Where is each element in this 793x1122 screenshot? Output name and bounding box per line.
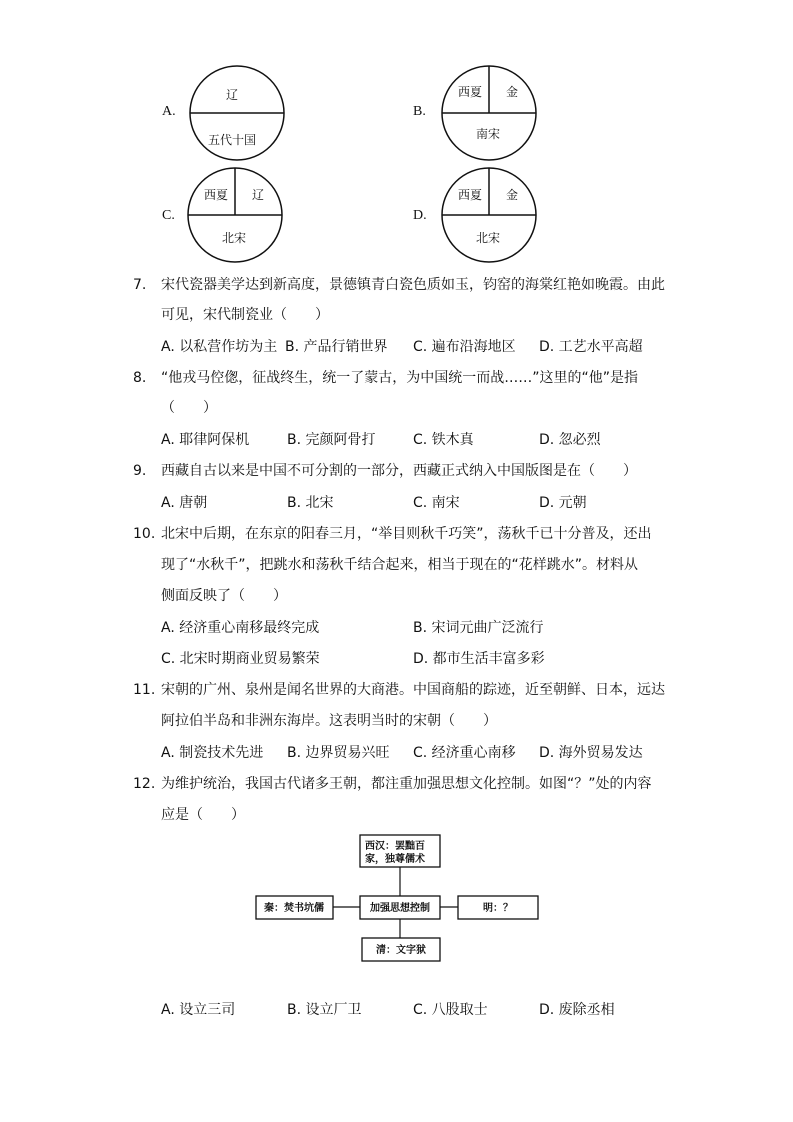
region-label: 北宋 (222, 231, 247, 245)
circle-diagram (440, 166, 538, 264)
region-label: 西夏 (458, 188, 483, 202)
answer-option-c[interactable]: C. 铁木真 (413, 432, 474, 448)
region-label: 南宋 (476, 127, 501, 141)
option-letter: D. (413, 208, 427, 223)
answer-option-d[interactable]: D. 工艺水平高超 (539, 339, 643, 355)
answer-option-d[interactable]: D. 海外贸易发达 (539, 745, 643, 761)
region-label: 北宋 (476, 231, 501, 245)
diagram-label: 西汉：罢黜百 (365, 841, 425, 852)
question-number: 12. (133, 776, 156, 792)
answer-option-b[interactable]: B. 北宋 (287, 495, 334, 511)
question-stem: 侧面反映了（ ） (161, 588, 287, 604)
answer-option-a[interactable]: A. 唐朝 (161, 495, 208, 511)
question-stem: 现了“水秋千”，把跳水和荡秋千结合起来，相当于现在的“花样跳水”。材料从 (161, 557, 639, 573)
answer-option-b[interactable]: B. 设立厂卫 (287, 1002, 362, 1018)
region-label: 西夏 (204, 188, 229, 202)
region-label: 西夏 (458, 85, 483, 99)
answer-option-a[interactable]: A. 制瓷技术先进 (161, 745, 264, 761)
diagram-label: 秦：焚书坑儒 (264, 903, 324, 914)
answer-option-a[interactable]: A. 经济重心南移最终完成 (161, 620, 320, 636)
answer-option-c[interactable]: C. 经济重心南移 (413, 745, 516, 761)
region-label: 辽 (252, 188, 265, 202)
diagram-label: 加强思想控制 (370, 903, 430, 914)
question-stem: “他戎马倥偬，征战终生，统一了蒙古，为中国统一而战……”这里的“他”是指 (161, 370, 639, 386)
diagram-label: 清：文字狱 (376, 945, 426, 956)
question-stem: 北宋中后期，在东京的阳春三月，“举目则秋千巧笑”，荡秋千已十分普及，还出 (161, 526, 652, 542)
question-number: 10. (133, 526, 156, 542)
answer-option-d[interactable]: D. 忽必烈 (539, 432, 601, 448)
question-stem: 应是（ ） (161, 807, 245, 823)
circle-diagram (440, 64, 538, 162)
question-number: 9. (133, 463, 147, 479)
answer-option-b[interactable]: B. 产品行销世界 (285, 339, 388, 355)
circle-diagram (186, 166, 284, 264)
question-number: 7. (133, 277, 147, 293)
question-stem: 宋代瓷器美学达到新高度，景德镇青白瓷色质如玉，钧窑的海棠红艳如晚霞。由此 (161, 277, 665, 293)
answer-option-b[interactable]: B. 宋词元曲广泛流行 (413, 620, 544, 636)
region-label: 金 (506, 85, 519, 99)
answer-option-d[interactable]: D. 元朝 (539, 495, 587, 511)
question-number: 11. (133, 682, 156, 698)
option-letter: C. (162, 208, 175, 223)
answer-option-d[interactable]: D. 都市生活丰富多彩 (413, 651, 545, 667)
question-stem: （ ） (161, 400, 217, 416)
answer-option-c[interactable]: C. 八股取士 (413, 1002, 488, 1018)
answer-option-d[interactable]: D. 废除丞相 (539, 1002, 615, 1018)
answer-option-b[interactable]: B. 边界贸易兴旺 (287, 745, 390, 761)
question-stem: 可见，宋代制瓷业（ ） (161, 307, 329, 323)
option-letter: A. (162, 104, 176, 119)
region-label: 辽 (226, 88, 239, 102)
answer-option-c[interactable]: C. 北宋时期商业贸易繁荣 (161, 651, 320, 667)
region-label: 五代十国 (208, 133, 257, 147)
answer-option-c[interactable]: C. 遍布沿海地区 (413, 339, 516, 355)
answer-option-a[interactable]: A. 以私营作坊为主 (161, 339, 278, 355)
answer-option-a[interactable]: A. 耶律阿保机 (161, 432, 250, 448)
question-stem: 宋朝的广州、泉州是闻名世界的大商港。中国商船的踪迹，近至朝鲜、日本，远达 (161, 682, 665, 698)
region-label: 金 (506, 188, 519, 202)
question-stem: 为维护统治，我国古代诸多王朝，都注重加强思想文化控制。如图“？”处的内容 (161, 776, 652, 792)
question-stem: 阿拉伯半岛和非洲东海岸。这表明当时的宋朝（ ） (161, 713, 497, 729)
diagram-label: 家，独尊儒术 (365, 854, 425, 865)
diagram-label: 明：？ (483, 903, 513, 914)
option-letter: B. (413, 104, 426, 119)
answer-option-c[interactable]: C. 南宋 (413, 495, 460, 511)
question-number: 8. (133, 370, 147, 386)
question-stem: 西藏自古以来是中国不可分割的一部分，西藏正式纳入中国版图是在（ ） (161, 463, 637, 479)
answer-option-b[interactable]: B. 完颜阿骨打 (287, 432, 376, 448)
thought-control-diagram (250, 830, 550, 970)
answer-option-a[interactable]: A. 设立三司 (161, 1002, 236, 1018)
